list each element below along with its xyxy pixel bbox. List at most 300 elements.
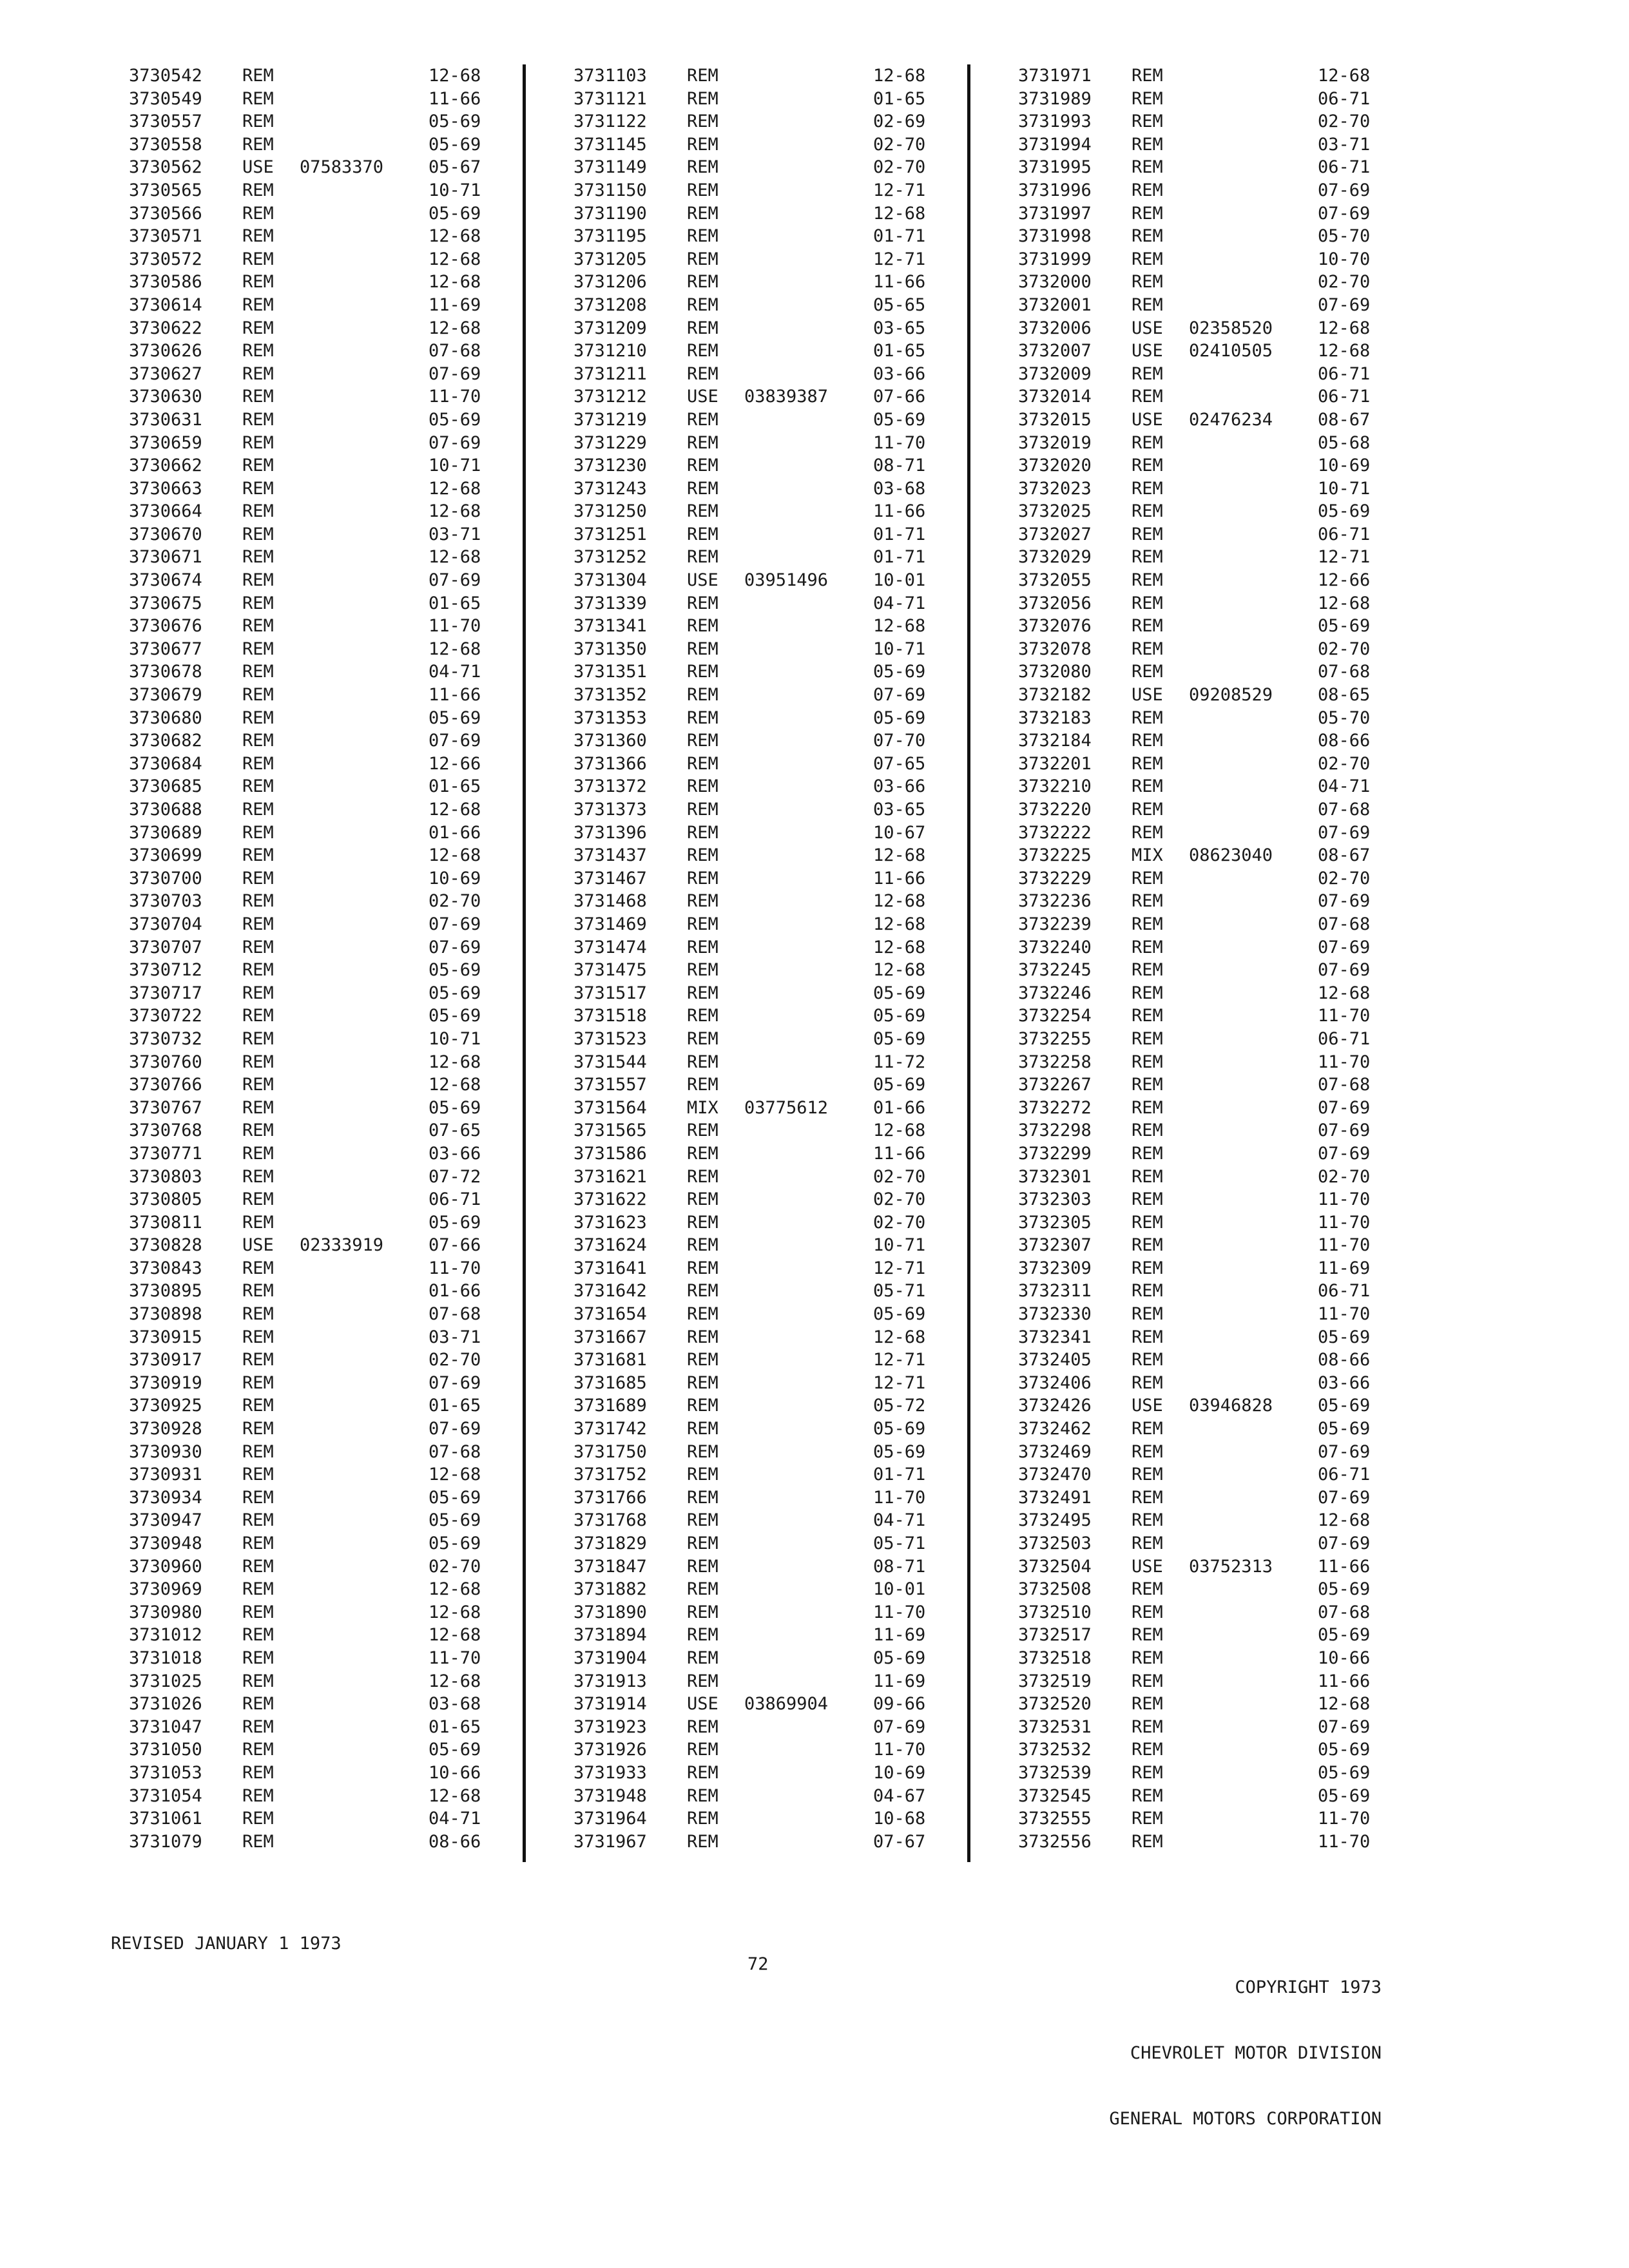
status-code: REM [242, 547, 274, 568]
part-number: 3731212 [574, 387, 647, 407]
status-date: 04-71 [873, 593, 926, 613]
part-number: 3730925 [129, 1396, 202, 1416]
status-date: 02-69 [873, 111, 926, 132]
status-date: 07-69 [1318, 1716, 1371, 1737]
status-code: REM [687, 524, 718, 544]
status-code: REM [1132, 662, 1163, 682]
status-code: REM [687, 363, 718, 384]
status-code: REM [687, 1740, 718, 1760]
status-date: 11-70 [873, 432, 926, 453]
status-date: 05-71 [873, 1281, 926, 1302]
replacement-part-number: 09208529 [1189, 685, 1273, 706]
status-date: 05-69 [873, 1441, 926, 1462]
status-date: 05-69 [429, 409, 481, 430]
part-number: 3732029 [1018, 547, 1092, 568]
status-date: 05-69 [1318, 1396, 1371, 1416]
part-number: 3730688 [129, 800, 202, 820]
part-number: 3730662 [129, 456, 202, 476]
status-code: REM [242, 66, 274, 86]
replacement-part-number: 03869904 [744, 1694, 829, 1715]
status-code: REM [1132, 478, 1163, 499]
part-number: 3732245 [1018, 960, 1092, 981]
status-code: REM [242, 891, 274, 912]
part-number: 3731768 [574, 1510, 647, 1531]
status-code: REM [242, 203, 274, 224]
status-date: 07-69 [429, 363, 481, 384]
status-date: 07-69 [429, 432, 481, 453]
status-code: REM [242, 662, 274, 682]
status-code: REM [1132, 1694, 1163, 1715]
replacement-part-number: 03839387 [744, 387, 829, 407]
status-code: REM [687, 1006, 718, 1026]
part-number: 3731913 [574, 1671, 647, 1691]
status-date: 01-71 [873, 547, 926, 568]
status-date: 10-71 [429, 180, 481, 200]
status-date: 07-65 [873, 753, 926, 774]
status-code: USE [1132, 341, 1163, 361]
part-number: 3730712 [129, 960, 202, 981]
status-date: 07-66 [429, 1235, 481, 1256]
status-date: 01-71 [873, 524, 926, 544]
copyright-block [1109, 1933, 1382, 2152]
part-number: 3732503 [1018, 1533, 1092, 1553]
part-number: 3731304 [574, 570, 647, 591]
status-code: REM [687, 1785, 718, 1806]
part-number: 3732520 [1018, 1694, 1092, 1715]
status-code: USE [1132, 1396, 1163, 1416]
status-code: USE [242, 157, 274, 178]
status-code: REM [687, 1372, 718, 1393]
status-date: 12-71 [873, 1372, 926, 1393]
part-number: 3732426 [1018, 1396, 1092, 1416]
status-date: 07-69 [873, 1716, 926, 1737]
part-number: 3732078 [1018, 639, 1092, 659]
status-date: 08-65 [1318, 685, 1371, 706]
part-number: 3731752 [574, 1465, 647, 1485]
part-number: 3732025 [1018, 501, 1092, 522]
status-date: 11-66 [873, 868, 926, 889]
part-number: 3731360 [574, 731, 647, 751]
status-date: 05-69 [429, 1006, 481, 1026]
part-number: 3732006 [1018, 318, 1092, 338]
status-date: 12-68 [429, 639, 481, 659]
status-code: REM [242, 800, 274, 820]
part-number: 3731150 [574, 180, 647, 200]
part-number: 3731079 [129, 1831, 202, 1852]
status-code: REM [687, 1120, 718, 1141]
part-number: 3731847 [574, 1556, 647, 1577]
status-code: REM [1132, 456, 1163, 476]
part-number: 3732019 [1018, 432, 1092, 453]
status-date: 11-70 [1318, 1052, 1371, 1072]
part-number: 3730771 [129, 1143, 202, 1164]
part-number: 3730664 [129, 501, 202, 522]
part-number: 3730722 [129, 1006, 202, 1026]
part-number: 3731995 [1018, 157, 1092, 178]
part-number: 3731766 [574, 1487, 647, 1508]
status-date: 11-69 [873, 1671, 926, 1691]
status-code: REM [687, 1075, 718, 1095]
status-date: 08-71 [873, 456, 926, 476]
status-code: REM [242, 776, 274, 797]
status-code: REM [1132, 1740, 1163, 1760]
part-number: 3732504 [1018, 1556, 1092, 1577]
status-code: REM [687, 845, 718, 866]
status-code: REM [242, 1189, 274, 1210]
status-code: REM [1132, 753, 1163, 774]
part-number: 3731341 [574, 616, 647, 637]
replacement-part-number: 02333919 [300, 1235, 384, 1256]
status-code: REM [242, 249, 274, 269]
status-date: 05-69 [429, 983, 481, 1003]
status-code: REM [687, 1602, 718, 1622]
status-code: USE [687, 1694, 718, 1715]
status-code: REM [242, 1579, 274, 1600]
part-number: 3731622 [574, 1189, 647, 1210]
part-number: 3730828 [129, 1235, 202, 1256]
status-code: REM [242, 1465, 274, 1485]
status-code: USE [242, 1235, 274, 1256]
status-date: 05-69 [1318, 1625, 1371, 1646]
status-code: MIX [1132, 845, 1163, 866]
status-date: 05-69 [1318, 1579, 1371, 1600]
status-date: 12-68 [429, 66, 481, 86]
status-code: REM [1132, 524, 1163, 544]
status-date: 10-68 [873, 1809, 926, 1829]
status-date: 10-71 [873, 1235, 926, 1256]
status-code: REM [687, 1648, 718, 1668]
status-date: 07-69 [1318, 960, 1371, 981]
status-date: 11-66 [873, 501, 926, 522]
status-code: REM [687, 318, 718, 338]
status-code: REM [1132, 1258, 1163, 1278]
status-code: REM [242, 1097, 274, 1118]
status-code: USE [1132, 1556, 1163, 1577]
part-number: 3731230 [574, 456, 647, 476]
status-code: REM [1132, 593, 1163, 613]
part-number: 3732341 [1018, 1327, 1092, 1347]
part-number: 3730571 [129, 226, 202, 247]
status-date: 11-70 [1318, 1006, 1371, 1026]
status-code: REM [242, 1648, 274, 1668]
status-date: 03-71 [1318, 134, 1371, 155]
status-code: REM [687, 1419, 718, 1439]
part-number: 3732225 [1018, 845, 1092, 866]
part-number: 3731145 [574, 134, 647, 155]
status-date: 02-70 [873, 157, 926, 178]
status-date: 05-69 [429, 1740, 481, 1760]
part-number: 3732406 [1018, 1372, 1092, 1393]
status-date: 10-70 [1318, 249, 1371, 269]
status-date: 11-69 [873, 1625, 926, 1646]
part-number: 3730811 [129, 1212, 202, 1233]
status-date: 11-70 [1318, 1304, 1371, 1325]
status-code: REM [242, 707, 274, 728]
status-date: 12-68 [873, 937, 926, 957]
part-number: 3730572 [129, 249, 202, 269]
status-date: 07-67 [873, 1831, 926, 1852]
status-date: 10-71 [873, 639, 926, 659]
part-number: 3731018 [129, 1648, 202, 1668]
status-date: 12-68 [873, 203, 926, 224]
part-number: 3732556 [1018, 1831, 1092, 1852]
status-code: REM [242, 914, 274, 934]
status-code: REM [687, 1052, 718, 1072]
status-date: 05-69 [429, 1510, 481, 1531]
status-date: 07-69 [429, 570, 481, 591]
status-code: REM [687, 1258, 718, 1278]
status-code: REM [687, 1533, 718, 1553]
status-code: REM [242, 341, 274, 361]
status-date: 10-71 [429, 1028, 481, 1049]
status-date: 07-68 [429, 1441, 481, 1462]
status-code: REM [687, 294, 718, 315]
status-code: REM [242, 1212, 274, 1233]
part-number: 3731923 [574, 1716, 647, 1737]
status-code: REM [1132, 1166, 1163, 1187]
status-code: REM [242, 1785, 274, 1806]
status-date: 05-69 [429, 111, 481, 132]
status-date: 05-70 [1318, 707, 1371, 728]
part-number: 3730760 [129, 1052, 202, 1072]
status-code: REM [242, 1694, 274, 1715]
status-code: REM [1132, 1602, 1163, 1622]
part-number: 3730558 [129, 134, 202, 155]
status-date: 06-71 [1318, 524, 1371, 544]
part-number: 3732539 [1018, 1762, 1092, 1783]
status-code: REM [1132, 1327, 1163, 1347]
status-code: REM [687, 937, 718, 957]
part-number: 3730928 [129, 1419, 202, 1439]
status-code: REM [242, 1556, 274, 1577]
status-code: REM [687, 66, 718, 86]
status-date: 11-66 [1318, 1556, 1371, 1577]
status-code: REM [687, 800, 718, 820]
part-number: 3731190 [574, 203, 647, 224]
part-number: 3731999 [1018, 249, 1092, 269]
part-number: 3730622 [129, 318, 202, 338]
status-code: REM [242, 1143, 274, 1164]
status-code: REM [242, 937, 274, 957]
status-code: REM [242, 272, 274, 293]
status-date: 01-65 [429, 1716, 481, 1737]
part-number: 3731252 [574, 547, 647, 568]
status-date: 05-69 [429, 203, 481, 224]
part-number: 3730542 [129, 66, 202, 86]
status-date: 05-69 [873, 1075, 926, 1095]
status-code: REM [242, 1602, 274, 1622]
part-number: 3732023 [1018, 478, 1092, 499]
part-number: 3731654 [574, 1304, 647, 1325]
status-code: REM [687, 1143, 718, 1164]
status-date: 02-70 [429, 1350, 481, 1370]
status-date: 12-68 [873, 1327, 926, 1347]
status-code: REM [242, 387, 274, 407]
part-number: 3731914 [574, 1694, 647, 1715]
status-date: 07-69 [1318, 1120, 1371, 1141]
status-code: REM [242, 1281, 274, 1302]
status-code: REM [242, 1510, 274, 1531]
part-number: 3730631 [129, 409, 202, 430]
status-code: REM [1132, 1533, 1163, 1553]
part-number: 3731205 [574, 249, 647, 269]
status-code: REM [687, 1510, 718, 1531]
part-number: 3732239 [1018, 914, 1092, 934]
status-code: REM [1132, 570, 1163, 591]
part-number: 3731894 [574, 1625, 647, 1646]
part-number: 3731750 [574, 1441, 647, 1462]
status-date: 07-68 [429, 341, 481, 361]
part-number: 3731565 [574, 1120, 647, 1141]
status-date: 08-66 [1318, 1350, 1371, 1370]
part-number: 3730895 [129, 1281, 202, 1302]
status-code: REM [687, 409, 718, 430]
status-code: REM [687, 1327, 718, 1347]
part-number: 3731904 [574, 1648, 647, 1668]
status-code: REM [1132, 937, 1163, 957]
status-date: 12-68 [1318, 341, 1371, 361]
part-number: 3732309 [1018, 1258, 1092, 1278]
status-date: 07-69 [429, 1419, 481, 1439]
status-date: 07-68 [1318, 800, 1371, 820]
part-number: 3730919 [129, 1372, 202, 1393]
status-code: REM [242, 1831, 274, 1852]
status-date: 05-69 [1318, 616, 1371, 637]
part-number: 3732330 [1018, 1304, 1092, 1325]
part-number: 3731641 [574, 1258, 647, 1278]
status-code: REM [242, 1533, 274, 1553]
status-code: REM [242, 111, 274, 132]
status-date: 07-68 [1318, 914, 1371, 934]
status-date: 06-71 [1318, 1281, 1371, 1302]
status-date: 06-71 [1318, 88, 1371, 109]
part-number: 3731437 [574, 845, 647, 866]
status-date: 10-66 [429, 1762, 481, 1783]
status-code: REM [242, 88, 274, 109]
status-code: REM [242, 409, 274, 430]
part-number: 3730627 [129, 363, 202, 384]
status-code: REM [242, 1625, 274, 1646]
part-number: 3730947 [129, 1510, 202, 1531]
status-code: REM [242, 868, 274, 889]
status-date: 03-71 [429, 1327, 481, 1347]
part-number: 3732254 [1018, 1006, 1092, 1026]
status-date: 12-68 [873, 66, 926, 86]
status-date: 07-69 [429, 937, 481, 957]
status-date: 03-66 [429, 1143, 481, 1164]
status-code: REM [687, 868, 718, 889]
status-code: REM [242, 1120, 274, 1141]
part-number: 3732027 [1018, 524, 1092, 544]
status-code: REM [1132, 800, 1163, 820]
status-code: REM [1132, 1235, 1163, 1256]
status-code: REM [687, 1579, 718, 1600]
status-date: 11-70 [873, 1602, 926, 1622]
part-number: 3730674 [129, 570, 202, 591]
part-number: 3731518 [574, 1006, 647, 1026]
status-date: 04-67 [873, 1785, 926, 1806]
part-number: 3731366 [574, 753, 647, 774]
status-code: REM [687, 960, 718, 981]
part-number: 3731061 [129, 1809, 202, 1829]
status-date: 03-66 [873, 776, 926, 797]
part-number: 3730767 [129, 1097, 202, 1118]
status-code: REM [242, 731, 274, 751]
part-number: 3730586 [129, 272, 202, 293]
status-code: REM [687, 432, 718, 453]
status-date: 05-67 [429, 157, 481, 178]
part-number: 3730663 [129, 478, 202, 499]
status-date: 12-68 [429, 272, 481, 293]
part-number: 3731208 [574, 294, 647, 315]
status-code: REM [687, 1166, 718, 1187]
part-number: 3732001 [1018, 294, 1092, 315]
status-date: 05-69 [873, 1028, 926, 1049]
status-code: REM [1132, 272, 1163, 293]
status-code: REM [687, 1189, 718, 1210]
status-date: 01-65 [429, 776, 481, 797]
status-date: 06-71 [429, 1189, 481, 1210]
status-date: 07-69 [1318, 937, 1371, 957]
status-code: REM [687, 1212, 718, 1233]
status-date: 12-68 [1318, 983, 1371, 1003]
status-date: 10-67 [873, 822, 926, 843]
status-date: 11-70 [429, 1258, 481, 1278]
part-number: 3731564 [574, 1097, 647, 1118]
part-number: 3732184 [1018, 731, 1092, 751]
status-date: 11-70 [873, 1487, 926, 1508]
status-code: REM [242, 456, 274, 476]
part-number: 3730803 [129, 1166, 202, 1187]
part-number: 3730680 [129, 707, 202, 728]
part-number: 3732301 [1018, 1166, 1092, 1187]
part-number: 3731251 [574, 524, 647, 544]
part-number: 3732236 [1018, 891, 1092, 912]
status-code: REM [242, 845, 274, 866]
status-date: 07-69 [429, 1372, 481, 1393]
part-number: 3731396 [574, 822, 647, 843]
status-date: 12-71 [1318, 547, 1371, 568]
part-number: 3731689 [574, 1396, 647, 1416]
status-date: 05-69 [429, 1212, 481, 1233]
status-code: REM [1132, 66, 1163, 86]
part-number: 3731467 [574, 868, 647, 889]
status-code: REM [242, 134, 274, 155]
status-date: 02-70 [873, 134, 926, 155]
part-number: 3732055 [1018, 570, 1092, 591]
status-code: REM [1132, 1189, 1163, 1210]
part-number: 3730659 [129, 432, 202, 453]
status-date: 03-65 [873, 800, 926, 820]
status-date: 07-72 [429, 1166, 481, 1187]
status-date: 09-66 [873, 1694, 926, 1715]
status-code: REM [687, 547, 718, 568]
status-code: REM [687, 891, 718, 912]
status-code: REM [687, 1441, 718, 1462]
part-number: 3731209 [574, 318, 647, 338]
status-code: REM [242, 478, 274, 499]
status-date: 12-68 [1318, 1694, 1371, 1715]
status-date: 05-69 [429, 707, 481, 728]
status-date: 06-71 [1318, 157, 1371, 178]
status-code: USE [1132, 318, 1163, 338]
status-code: REM [242, 1716, 274, 1737]
status-code: REM [687, 1716, 718, 1737]
status-code: REM [1132, 1028, 1163, 1049]
status-date: 11-72 [873, 1052, 926, 1072]
part-number: 3731210 [574, 341, 647, 361]
part-number: 3731353 [574, 707, 647, 728]
